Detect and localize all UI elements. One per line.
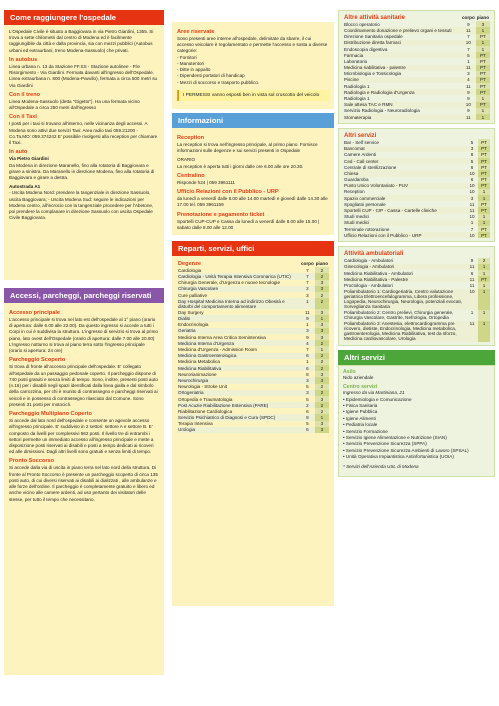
- section-title-how-to-reach: Come raggiungere l'ospedale: [4, 10, 164, 25]
- row-corpo: 9: [470, 258, 474, 264]
- parking-text: Si trova di fronte all'accesso principale dell'ospedale. E' collegato all'ospedale da un passaggio pedonale coperto. Il parcheggio dispone di 740 posti gratuiti e senza limiti di tempo. Sono, inoltre, presenti posti auto (n.16) per i disabili negli spazi identificati dalla linea gialla e dal simbolo della carrozzina, per chi è munito di contrassegno e parcheggi riservati ai veicoli e in possesso di contrassegno rilasciato dal Comune. Sono presenti 31 posti per motocicli.: [9, 364, 158, 407]
- table-row: [343, 114, 490, 120]
- row-label: Sale attesa TAC e RMN: [343, 102, 461, 108]
- train-heading: Con il treno: [9, 91, 41, 98]
- hours-text: La reception è aperta tutti i giorni dalle ore 6.00 alle ore 20.30.: [177, 163, 304, 169]
- section-title-info: Informazioni: [172, 113, 334, 128]
- row-corpo: 3: [467, 71, 470, 77]
- footnote: * Servizi dell'Azienda USL di Modena: [343, 463, 419, 469]
- inpatient-heading: Degenze: [178, 260, 202, 267]
- row-piano: PT: [478, 226, 490, 232]
- row-piano: 1: [476, 95, 490, 101]
- row-corpo: 7: [467, 46, 470, 52]
- row-corpo: 5: [306, 396, 309, 402]
- row-label: Cure palliative: [178, 292, 208, 298]
- row-label: Bancomat: [343, 146, 466, 152]
- switchboard-heading: Centralino: [177, 172, 205, 179]
- row-label: Bar - Self service: [344, 139, 379, 145]
- row-piano: 2: [315, 402, 329, 408]
- row-label: Neurorianimazione: [178, 371, 217, 377]
- row-corpo: 6: [300, 353, 315, 359]
- row-piano: PT: [476, 58, 490, 64]
- row-corpo: 8: [470, 152, 474, 158]
- row-label: Proctologia - Ambulatori: [344, 282, 393, 288]
- row-piano: PT: [476, 52, 490, 58]
- row-piano: PT: [478, 170, 490, 176]
- row-corpo: 11: [461, 27, 476, 33]
- row-label: Poliambulatorio 3: Anestesia, elettrocardiogramma pre ricovero, dietiste, Endocrinologia, Medicina metabolica, gastroenterologia, Medicina Riabilitativa, test da sforzo, Medicina cardiovascolare, Urologia: [343, 321, 466, 342]
- reserved-item: - Fornitori: [177, 54, 197, 60]
- row-corpo: 5: [461, 52, 476, 58]
- row-label: Distribuzione diretta farmaci: [343, 40, 461, 46]
- row-piano: 3: [315, 280, 329, 286]
- row-label: Medicina Metabolica: [178, 359, 220, 365]
- row-corpo: 4: [461, 77, 476, 83]
- row-label: Medicina d'Urgenza - Admission Room: [178, 347, 258, 353]
- row-piano: 3: [315, 377, 329, 383]
- reception-heading: Reception: [177, 134, 205, 141]
- row-label: Day Hospital Medicina Interna ad indirizzo Obesità e disturbi del comportamento alimentare: [177, 298, 300, 309]
- row-corpo: 7: [306, 280, 309, 286]
- row-corpo: 4: [300, 340, 315, 346]
- row-corpo: 11: [461, 65, 476, 71]
- section-title-departments: Reparti, servizi, uffici: [172, 241, 334, 256]
- row-label: Servizio Radiologia - Neuroradiologia: [344, 108, 420, 114]
- reserved-areas-panel: [172, 22, 334, 109]
- row-corpo: 10: [466, 289, 478, 310]
- row-label: Microbiologia e Tossicologia: [344, 71, 402, 77]
- row-piano: PT: [478, 152, 490, 158]
- switchboard-text: Risponde h24 | 059 3961111: [177, 179, 235, 185]
- urp-text: da lunedì a venerdì dalle 8.00 alle 14.00 martedì e giovedì dalle 14.30 alle 17.00 tel. 059 3961159: [177, 196, 328, 208]
- row-label: Chiesa: [343, 170, 466, 176]
- row-piano: 2: [315, 390, 329, 396]
- table-row: [343, 289, 490, 310]
- row-piano: 1: [315, 346, 329, 352]
- row-piano: 3: [315, 334, 329, 340]
- row-corpo: 1: [466, 220, 478, 226]
- reserved-item: - Ditte in appalto: [177, 67, 211, 73]
- table-row: [177, 414, 329, 420]
- row-label: Cardiologia - Ambulatori: [344, 258, 394, 264]
- service-center-item: • Pediatria locale: [343, 422, 490, 428]
- row-label: Coordinamento donazione e prelievo organi e tessuti: [343, 27, 461, 33]
- row-piano: 1: [476, 27, 490, 33]
- row-piano: 1: [478, 264, 490, 270]
- row-corpo: 1: [470, 310, 474, 316]
- row-piano: 3: [315, 286, 329, 292]
- bus-text-2: Linea extraurbana n. 800 (Modena-Pavullo), fermata a circa 500 metri su Via Giardini: [9, 76, 158, 88]
- row-label: Medicina riabilitativa - palestre: [343, 65, 461, 71]
- row-piano: 3: [315, 396, 329, 402]
- service-center-item: • Servizio Prevenzione Sicurezza (SPPA): [343, 441, 490, 447]
- row-piano: 2: [315, 408, 329, 414]
- taxi-heading: Con il Taxi: [9, 114, 37, 121]
- row-label: Chirurgia Vascolare: [177, 286, 300, 292]
- er-text: Si accede dalla via di uscita in piano terra nel lato nord della struttura. Di fronte al Pronto Soccorso è presente un parcheggio scoperto di circa 135 posti auto, di cui diversi riservati ai disabili ai dializzati , alle ambulanze e alle forze dell'ordine. Il parcheggio è completamente gratuito e libero ed anche vicino alle camere ardenti, ad uso pertanto dei visitatori delle stesse, per tutto il tempo che necessitano.: [9, 465, 158, 502]
- outpatient-heading: Attività ambulatoriali: [344, 250, 404, 257]
- row-label: Post Acuzie Riabilitazione Estensiva (PARE): [177, 402, 300, 408]
- row-piano: 1: [478, 189, 490, 195]
- row-piano: 1: [478, 214, 490, 220]
- parking-heading: Parcheggio Scoperto: [9, 357, 66, 364]
- row-piano: 3: [315, 371, 329, 377]
- row-piano: 1: [478, 321, 490, 342]
- row-piano: 1: [478, 220, 490, 226]
- motorway-text: - Uscita Modena Nord: prendere la tangenziale in direzione Sassuolo, uscita Baggiovara; - Uscita Modena Sud: seguire le indicazioni per Modena centro, all'incrocio con la tangenziale procedere per l'Abetone, poi prendere la complanare in direzione Sassuolo con uscita Ospedale Civile Baggiovara.: [9, 190, 154, 221]
- row-corpo: 1: [306, 322, 309, 328]
- row-piano: PT: [478, 146, 490, 152]
- row-corpo: 11: [466, 207, 478, 213]
- row-label: Ufficio Relazioni con il Pubblico - URP: [343, 232, 466, 238]
- row-label: Laboratorio: [344, 58, 368, 64]
- row-label: Medicina Interna Area Critica Semintensiva: [178, 334, 266, 340]
- row-corpo: 1: [300, 298, 315, 309]
- col-piano: piano: [476, 14, 489, 20]
- row-piano: 3: [315, 421, 329, 427]
- row-piano: PT: [476, 77, 490, 83]
- row-label: Cardiologia: [178, 267, 202, 273]
- bus-heading: In autobus: [9, 56, 38, 63]
- row-label: Medicina Riabilitativa - Ambulatori: [344, 270, 413, 276]
- row-label: Blocco operatorio: [344, 21, 380, 27]
- service-center-item: • Epidemiologia e Comunicazione: [343, 397, 490, 403]
- row-label: Terapia Intensiva: [178, 421, 213, 427]
- service-center-list: [343, 397, 490, 461]
- row-corpo: 7: [306, 267, 309, 273]
- table-row: [343, 321, 490, 342]
- other-services-heading: Altri servizi: [344, 132, 377, 139]
- row-label: Centrale di sterilizzazione: [344, 164, 397, 170]
- row-corpo: 5: [466, 158, 478, 164]
- row-corpo: 5: [306, 421, 309, 427]
- row-corpo: 9: [300, 315, 315, 321]
- booking-text: Sportelli CUP-CUP e Cassa da lunedì a venerdì dalle 8.00 alle 15.00 | sabato dalle 8.00 alle 12.00: [177, 218, 320, 230]
- row-piano: 2: [315, 384, 329, 390]
- nursery-text: Nido aziendale: [343, 375, 374, 381]
- row-piano: PT: [476, 65, 490, 71]
- row-corpo: 9: [467, 96, 470, 102]
- row-corpo: 1: [306, 359, 309, 365]
- row-piano: 1: [478, 195, 490, 201]
- service-center-item: • Fisica Sanitaria: [343, 403, 490, 409]
- row-label: Direzione Sanitaria ospedale: [344, 34, 403, 40]
- reception-text: La reception si trova nell'ingresso principale, al primo piano. Fornisce informazioni sulle degenze e sui servizi presenti in Ospedale: [177, 141, 318, 154]
- row-corpo: 3: [466, 195, 478, 201]
- row-piano: 1: [476, 114, 490, 120]
- car-text: Da Modena in direzione Maranello, fino alla rotatoria di Baggiovara e girare a sinistra. Da Maranello in direzione Modena, fino alla rotatoria di Baggiovara e girare a destra.: [9, 162, 155, 180]
- other-services-panel: [338, 128, 495, 242]
- row-piano: 3: [315, 309, 329, 315]
- row-corpo: 6: [306, 408, 309, 414]
- col-corpo: corpo: [300, 260, 314, 266]
- row-piano: PT: [476, 102, 490, 108]
- column-middle: [172, 0, 334, 606]
- row-piano: PT: [478, 183, 490, 189]
- row-corpo: 9: [461, 89, 476, 95]
- row-piano: PT: [478, 158, 490, 164]
- section-title-other-services: Altri servizi: [338, 350, 495, 365]
- row-piano: 2: [315, 353, 329, 359]
- nursery-heading: Asilo: [343, 369, 356, 376]
- row-piano: 1: [478, 270, 490, 276]
- row-corpo: 3: [300, 390, 315, 396]
- row-corpo: 8: [306, 371, 309, 377]
- row-label: Poliambulatorio 1: Cardiogeriatria, Centro valutazione geriatrica Elettroencefalogramma, Libera professione, Logopedia, Neurochirurgia, Neurologia, potenziali evocati, Sorveglianza Sanitaria: [343, 289, 466, 310]
- row-corpo: 11: [469, 282, 475, 288]
- service-center-address: Ingresso da via Martiniana, 21: [343, 390, 405, 396]
- row-corpo: 3: [466, 146, 478, 152]
- table-row: [177, 346, 329, 352]
- row-label: Dialisi: [177, 315, 300, 321]
- row-label: Studi medici: [343, 220, 466, 226]
- row-label: Spazio commerciale: [343, 195, 466, 201]
- other-services-table: [343, 132, 490, 238]
- reserved-areas-heading: Aree riservate: [177, 29, 215, 35]
- reserved-areas-text: Sono presenti aree interne all'ospedale, delimitate da sbarre, il cui accesso veicolare è regolamentato e permette l'accesso e sosta a diverse categorie:: [177, 36, 328, 54]
- service-center-panel: [338, 365, 495, 477]
- row-piano: 2: [315, 298, 329, 309]
- table-row: [343, 232, 490, 238]
- row-label: Ginecologia - Ambulatori: [343, 264, 466, 270]
- row-corpo: 9: [467, 108, 470, 114]
- row-piano: PT: [478, 177, 490, 183]
- er-heading: Pronto Soccorso: [9, 458, 55, 465]
- row-label: Studi medici: [344, 214, 370, 220]
- row-label: Stomaterapia: [343, 114, 461, 120]
- column-right: [338, 0, 495, 477]
- row-piano: 1: [478, 282, 490, 288]
- reserved-item: - Mezzi di soccorso e trasporto pubblico.: [177, 79, 260, 85]
- table-row: [177, 280, 329, 286]
- row-corpo: 10: [469, 189, 475, 195]
- row-label: Spogliatoi personale: [344, 201, 386, 207]
- row-corpo: 11: [465, 83, 471, 89]
- table-row: [177, 402, 329, 408]
- urp-heading: Ufficio Relazioni con il Pubblico - URP: [177, 189, 279, 196]
- row-corpo: 3: [306, 292, 309, 298]
- row-label: Terminale rottorazione: [344, 226, 390, 232]
- row-piano: 3: [476, 21, 490, 27]
- row-piano: 1: [315, 315, 329, 321]
- health-activities-panel: [338, 10, 495, 124]
- row-piano: 2: [315, 340, 329, 346]
- row-piano: PT: [476, 34, 490, 40]
- row-label: Cardiologia - Unità Terapia Intensiva Coronarica (UTIC): [177, 273, 300, 279]
- table-row: [343, 108, 490, 114]
- col-piano: piano: [315, 260, 328, 266]
- col-corpo: corpo: [461, 14, 475, 20]
- taxi-text: I posti per i taxi si trovano all'interno, nelle vicinanza degli accessi. A Modena sono attivi due servizi Taxi: Area radio taxi 059.21200 - Co.Ta.MO: 059.374242 E' possibile rivolgersi alla reception per chiamare il Taxi.: [9, 121, 158, 146]
- row-piano: PT: [478, 139, 490, 145]
- how-to-reach-panel: [4, 25, 164, 280]
- row-label: Neurochirurgia: [177, 377, 300, 383]
- row-label: Ortopedia e Traumatologia: [178, 396, 233, 402]
- row-corpo: 9: [306, 334, 309, 340]
- row-piano: 1: [315, 414, 329, 420]
- row-corpo: 9: [467, 21, 470, 27]
- row-corpo: 6: [300, 365, 315, 371]
- row-piano: 2: [315, 359, 329, 365]
- table-row: [343, 310, 490, 321]
- row-corpo: 11: [304, 309, 310, 315]
- row-piano: PT: [478, 201, 490, 207]
- row-corpo: 10: [469, 214, 475, 220]
- row-label: Medicina Interna d'Urgenza: [177, 340, 300, 346]
- intro-text: L'Ospedale Civile è situato a Baggiovara in via Pietro Giardini, 1355. Si trova a sette chilometri dal centro di Modena ed è facilmente raggiungibile da città e dalla provincia, sia con mezzi pubblici (Autobus urbani ed extraurbani, treno Modena-Sassuolo) che privati.: [9, 29, 154, 53]
- service-center-item: • Servizio Formazione: [343, 429, 490, 435]
- row-corpo: 7: [300, 273, 315, 279]
- service-center-item: • Servizio Igiene Alimentazione e Nutrizione (SIAN): [343, 435, 490, 441]
- row-label: Chirurgia Generale, d'Urgenza e nuove tecnologie: [178, 280, 281, 286]
- row-label: Endoscopia digestiva: [344, 46, 388, 52]
- row-label: Day Surgery: [178, 309, 204, 315]
- row-piano: 1: [478, 289, 490, 310]
- train-text: Linea Modena-Sassuolo (detta "Gigetto"). Ha una fermata vicino all'Ospedale a circa 250 metri dall'ingresso: [9, 98, 140, 111]
- row-corpo: 10: [466, 183, 478, 189]
- row-label: Neurologia - Stroke Unit: [178, 384, 228, 390]
- row-label: Poliambulatorio 2: Centro prelievi, Chirurgia generale, Chirurgia Vascolare, Gastrite, Nefrologia, Ortopedia: [344, 310, 454, 321]
- reserved-item: - Manutentori: [177, 60, 205, 66]
- row-label: Riabilitazione Cardiologica: [178, 408, 233, 414]
- info-panel: [172, 128, 334, 235]
- row-corpo: 2: [300, 286, 315, 292]
- row-corpo: 10: [461, 102, 476, 108]
- row-piano: 1: [476, 40, 490, 46]
- row-corpo: 10: [461, 40, 476, 46]
- column-left: [4, 0, 164, 675]
- row-corpo: 5: [470, 139, 474, 145]
- inpatient-table: [177, 260, 329, 433]
- row-label: Farmacia: [343, 52, 461, 58]
- row-piano: 2: [315, 267, 329, 273]
- row-label: Radiologia e Radiologia d'Urgenza: [343, 89, 461, 95]
- row-piano: 2: [315, 273, 329, 279]
- row-corpo: 11: [466, 276, 478, 282]
- row-piano: 2: [315, 292, 329, 298]
- row-corpo: 8: [300, 414, 315, 420]
- row-corpo: 1: [467, 58, 470, 64]
- table-row: [177, 273, 329, 279]
- row-label: Medicina Gastroenterologica: [177, 353, 300, 359]
- row-piano: PT: [476, 83, 490, 89]
- health-activities-heading: Altre attività sanitarie: [344, 14, 406, 21]
- table-row: [177, 334, 329, 340]
- row-label: Camere Ardenti: [344, 152, 376, 158]
- access-panel: [4, 303, 164, 675]
- row-label: Radiologia 1: [344, 83, 370, 89]
- row-label: Reception: [344, 189, 365, 195]
- bus-text: Linea urbana n. 13 da Stazione FF.SS - Stazione autolinee - P.le Risorgimento - Via Giardini. Fermata davanti all'ingresso dell'Ospedale.: [9, 63, 154, 76]
- hours-label: ORARIO: [177, 157, 196, 163]
- row-piano: 1: [476, 46, 490, 52]
- row-label: Ced - Call center: [343, 158, 466, 164]
- health-activities-table: [343, 14, 490, 120]
- row-label: Punto Unico Volontariato - PUV: [343, 183, 466, 189]
- row-corpo: 10: [466, 232, 478, 238]
- row-piano: 2: [315, 365, 329, 371]
- multistorey-heading: Parcheggio Multipiano Coperto: [9, 411, 92, 418]
- motorway-heading: Autostrada A1: [9, 184, 41, 190]
- outpatient-table: [343, 250, 490, 342]
- row-label: Medicina Riabilitativa - Palestre: [343, 276, 466, 282]
- row-piano: 3: [315, 328, 329, 334]
- permits-notice: I PERMESSI vanno esposti ben in vista sul cruscotto del veicolo: [177, 90, 329, 101]
- row-corpo: 6: [470, 164, 474, 170]
- row-corpo: 3: [300, 328, 315, 334]
- row-corpo: 2: [300, 402, 315, 408]
- multistorey-text: Si accede dal lato nord dell'ospedale e consente un agevole accesso all'ingresso principale. E' suddiviso in 2 settori: settore A e settore B. E' composto da livelli per complessivi 562 posti. Il livello tre di entrambi i settori permette un immediato accesso all'ingresso principale e mette a disposizione posti riservati ai disabili e posti a tempo dedicati ai ricoveri ed alle dimissioni. Dagli altri livelli sono gratuiti e senza limiti di tempo.: [9, 418, 154, 455]
- row-label: Ortogeriatria: [177, 390, 300, 396]
- service-center-item: • Servizio Prevenzione Sicurezza Ambienti di Lavoro (SPSAL): [343, 448, 490, 454]
- row-label: Radiologia 1: [344, 96, 370, 102]
- row-piano: 2: [478, 258, 490, 264]
- row-corpo: 11: [466, 264, 478, 270]
- row-label: Geriatria: [177, 328, 300, 334]
- row-piano: PT: [478, 232, 490, 238]
- section-title-access: Accessi, parcheggi, parcheggi riservati: [4, 288, 164, 303]
- row-label: Guardaroba: [344, 177, 369, 183]
- row-corpo: 11: [461, 114, 476, 120]
- row-corpo: 7: [467, 34, 470, 40]
- row-piano: 3: [315, 322, 329, 328]
- row-piano: 1: [478, 310, 490, 321]
- row-label: Piscine: [343, 77, 461, 83]
- row-piano: PT: [478, 276, 490, 282]
- row-label: Endocrinologia: [178, 322, 209, 328]
- row-label: Medicina Riabilitativa: [177, 365, 300, 371]
- service-center-item: • Igiene Alimenti: [343, 416, 490, 422]
- row-corpo: 7: [306, 347, 309, 353]
- row-label: Urologia: [177, 427, 300, 433]
- row-corpo: 5: [306, 384, 309, 390]
- row-label: Servizio Psichiatrico di Diagnosi e Cura (SPDC): [177, 414, 300, 420]
- row-piano: 3: [315, 427, 329, 433]
- table-row: [343, 27, 490, 33]
- booking-heading: Prenotazione e pagamento ticket: [177, 211, 265, 218]
- reserved-item: - Dipendenti portatori di handicap: [177, 73, 245, 79]
- row-piano: PT: [476, 89, 490, 95]
- row-piano: PT: [478, 164, 490, 170]
- row-piano: PT: [478, 207, 490, 213]
- row-corpo: 3: [300, 377, 315, 383]
- service-center-item: • Igiene Pubblica: [343, 409, 490, 415]
- row-label: Sportelli CUP - CIP - Cassa - Cartelle cliniche: [343, 207, 466, 213]
- row-piano: 1: [476, 108, 490, 114]
- row-corpo: 11: [469, 201, 475, 207]
- service-center-item: • Unità Operativa Impiantistica Antinfortunistica (UOIA): [343, 454, 490, 460]
- table-row: [177, 298, 329, 309]
- car-heading: In auto: [9, 149, 28, 156]
- car-subheading: Via Pietro Giardini: [9, 156, 49, 162]
- row-corpo: 10: [466, 170, 478, 176]
- row-corpo: 11: [466, 321, 478, 342]
- outpatient-panel: [338, 246, 495, 346]
- main-access-text: L'accesso principale si trova nel lato est dell'ospedale al 1° piano (orario di apertura: dalle 6.00 alle 22.00). Da questo ingresso si accede a tutti i Corpi in cui è suddivisa la struttura. L'ingresso di servizio si trova al primo piano, lato ovest dell'Ospedale (orario di apertura: dalle 7.00 alle 20.00) L'ingresso notturno si trova al piano terra sotto l'ingresso principale (orario si apertura: 24 ore): [9, 317, 158, 354]
- main-access-heading: Accesso principale: [9, 310, 60, 316]
- row-corpo: 6: [470, 177, 474, 183]
- row-corpo: 6: [470, 270, 474, 276]
- service-center-heading: Centro servizi: [343, 384, 378, 391]
- row-piano: PT: [476, 71, 490, 77]
- row-corpo: 7: [470, 226, 474, 232]
- row-corpo: 6: [300, 427, 315, 433]
- departments-panel: [172, 256, 334, 606]
- table-row: [177, 427, 329, 433]
